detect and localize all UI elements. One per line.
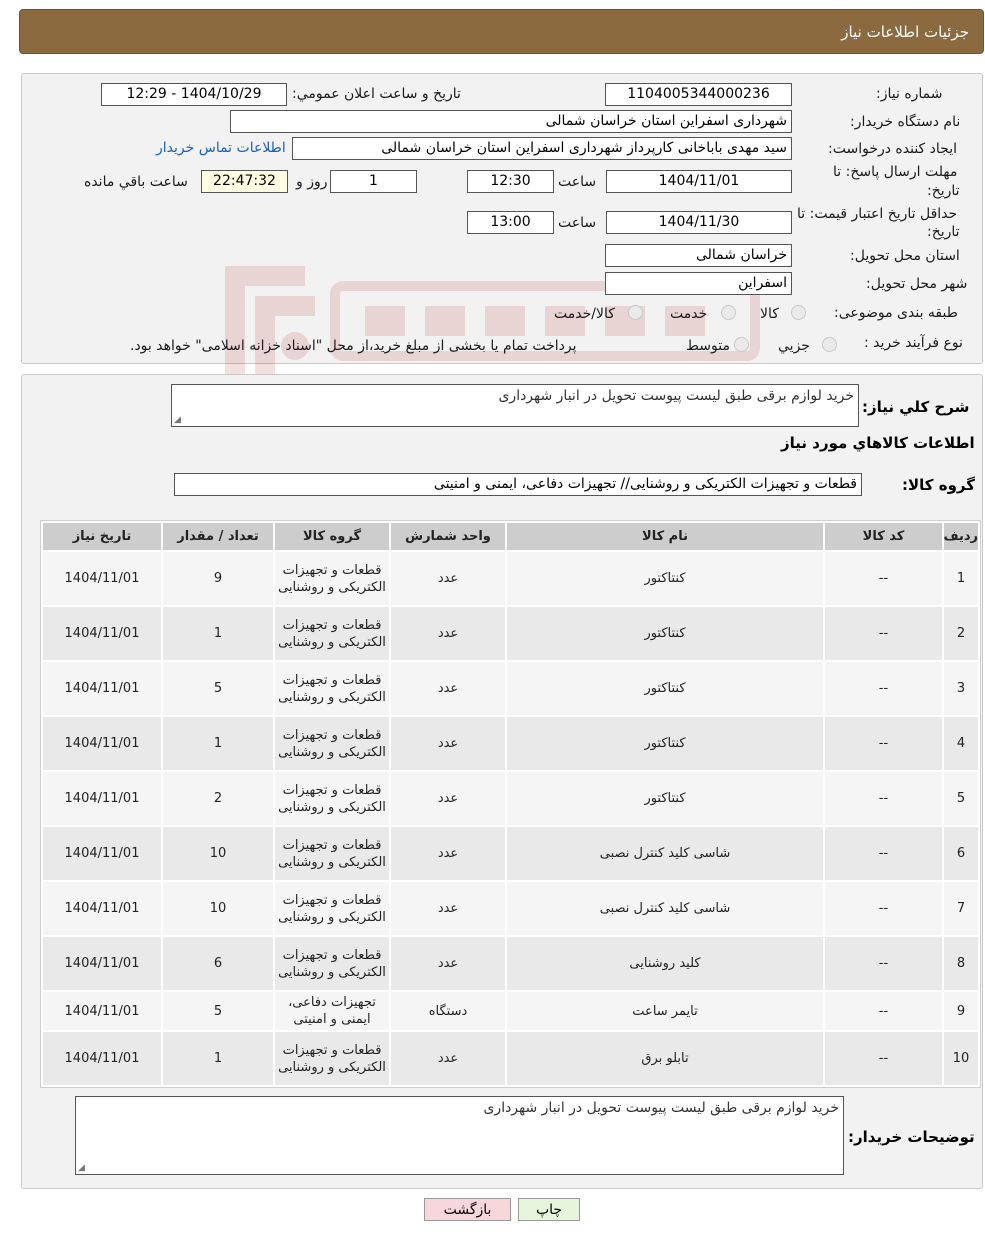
cell-group: قطعات و تجهیزات الکتریکی و روشنایی (275, 882, 389, 935)
cell-unit: دستگاه (391, 992, 505, 1030)
cell-date: 1404/11/01 (43, 772, 161, 825)
cell-name: تایمر ساعت (507, 992, 823, 1030)
cell-unit: عدد (391, 552, 505, 605)
table-row (43, 937, 978, 990)
validity-date-field: 1404/11/30 (606, 211, 792, 234)
requester-label: ایجاد کننده درخواست: (828, 141, 957, 157)
cell-row-number: 7 (944, 882, 978, 935)
cell-code: -- (825, 992, 942, 1030)
cell-group: قطعات و تجهیزات الکتریکی و روشنایی (275, 607, 389, 660)
summary-label: شرح کلي نياز: (862, 398, 970, 416)
cell-unit: عدد (391, 662, 505, 715)
cell-date: 1404/11/01 (43, 662, 161, 715)
table-row (43, 992, 978, 1030)
cell-row-number: 9 (944, 992, 978, 1030)
validity-label: حداقل تاریخ اعتبار قیمت: تا (797, 206, 958, 222)
cell-date: 1404/11/01 (43, 717, 161, 770)
cell-name: کنتاکتور (507, 772, 823, 825)
cell-date: 1404/11/01 (43, 1032, 161, 1085)
buyer-notes-label: توضیحات خریدار: (848, 1128, 975, 1146)
buyer-notes-text: خرید لوازم برقی طبق لیست پیوست تحویل در انبار شهرداری (483, 1100, 839, 1116)
col-header-quantity: تعداد / مقدار (163, 523, 273, 550)
col-header-date: تاریخ نیاز (43, 523, 161, 550)
buyer-notes-textarea (75, 1096, 844, 1175)
cell-row-number: 4 (944, 717, 978, 770)
validity-label-date: تاریخ: (927, 224, 960, 240)
cell-row-number: 2 (944, 607, 978, 660)
cell-name: کنتاکتور (507, 717, 823, 770)
process-option-medium: متوسط (686, 338, 730, 354)
cell-date: 1404/11/01 (43, 937, 161, 990)
cell-name: کنتاکتور (507, 662, 823, 715)
cell-name: تابلو برق (507, 1032, 823, 1085)
requester-field: سید مهدی باباخانی کارپرداز شهرداری اسفراین استان خراسان شمالی (292, 137, 792, 160)
cell-quantity: 2 (163, 772, 273, 825)
deadline-time-label: ساعت (558, 174, 597, 190)
cell-name: شاسی کلید کنترل نصبی (507, 827, 823, 880)
cell-name: کلید روشنایی (507, 937, 823, 990)
summary-textarea (171, 384, 859, 427)
cell-date: 1404/11/01 (43, 607, 161, 660)
cell-unit: عدد (391, 717, 505, 770)
process-payment-note: پرداخت تمام یا بخشی از مبلغ خرید،از محل "اسناد خزانه اسلامی" خواهد بود. (130, 338, 577, 354)
cell-group: تجهیزات دفاعی، ایمنی و امنیتی (275, 992, 389, 1030)
deadline-label: مهلت ارسال پاسخ: تا (833, 164, 958, 180)
cell-unit: عدد (391, 827, 505, 880)
process-type-label: نوع فرآیند خرید : (864, 335, 963, 351)
cell-date: 1404/11/01 (43, 992, 161, 1030)
goods-info-title: اطلاعات کالاهاي مورد نياز (781, 434, 975, 452)
cell-unit: عدد (391, 937, 505, 990)
goods-group-label: گروه کالا: (902, 476, 975, 494)
print-button[interactable]: چاپ (518, 1198, 580, 1221)
page-title: جزئیات اطلاعات نیاز (841, 22, 969, 41)
need-number-label: شماره نیاز: (876, 86, 943, 102)
col-header-unit: واحد شمارش (391, 523, 505, 550)
cell-group: قطعات و تجهیزات الکتریکی و روشنایی (275, 1032, 389, 1085)
buyer-org-label: نام دستگاه خریدار: (850, 114, 961, 130)
city-field: اسفراین (605, 272, 792, 295)
cell-code: -- (825, 772, 942, 825)
cell-group: قطعات و تجهیزات الکتریکی و روشنایی (275, 772, 389, 825)
table-row (43, 717, 978, 770)
remaining-time-field: 22:47:32 (201, 170, 288, 193)
deadline-label-date: تاریخ: (927, 183, 960, 199)
cell-group: قطعات و تجهیزات الکتریکی و روشنایی (275, 827, 389, 880)
cell-code: -- (825, 882, 942, 935)
cell-name: کنتاکتور (507, 607, 823, 660)
buyer-org-field: شهرداری اسفراین استان خراسان شمالی (230, 110, 792, 133)
announce-datetime-field: 1404/10/29 - 12:29 (101, 83, 287, 106)
cell-date: 1404/11/01 (43, 552, 161, 605)
cell-unit: عدد (391, 882, 505, 935)
cell-quantity: 5 (163, 662, 273, 715)
category-radio-goods[interactable] (791, 305, 806, 320)
cell-unit: عدد (391, 607, 505, 660)
cell-code: -- (825, 1032, 942, 1085)
validity-time-label: ساعت (558, 215, 597, 231)
category-radio-goods-service[interactable] (628, 305, 643, 320)
cell-code: -- (825, 607, 942, 660)
deadline-time-field: 12:30 (467, 170, 554, 193)
cell-code: -- (825, 827, 942, 880)
cell-group: قطعات و تجهیزات الکتریکی و روشنایی (275, 717, 389, 770)
cell-row-number: 1 (944, 552, 978, 605)
cell-row-number: 5 (944, 772, 978, 825)
resize-grip-icon[interactable]: ◢ (174, 415, 181, 425)
cell-row-number: 10 (944, 1032, 978, 1085)
cell-unit: عدد (391, 772, 505, 825)
table-row (43, 607, 978, 660)
table-row (43, 772, 978, 825)
city-label: شهر محل تحویل: (866, 276, 968, 292)
buyer-contact-link[interactable]: اطلاعات تماس خریدار (156, 140, 286, 156)
cell-date: 1404/11/01 (43, 882, 161, 935)
col-header-row-number: ردیف (944, 523, 978, 550)
cell-quantity: 10 (163, 827, 273, 880)
cell-quantity: 9 (163, 552, 273, 605)
cell-quantity: 10 (163, 882, 273, 935)
cell-row-number: 6 (944, 827, 978, 880)
deadline-date-field: 1404/11/01 (606, 170, 792, 193)
back-button[interactable]: بازگشت (424, 1198, 511, 1221)
cell-unit: عدد (391, 1032, 505, 1085)
goods-table (40, 520, 981, 1088)
table-row (43, 662, 978, 715)
category-option-goods: کالا (760, 306, 779, 322)
resize-grip-icon[interactable]: ◢ (78, 1163, 85, 1173)
cell-code: -- (825, 552, 942, 605)
category-option-goods-service: کالا/خدمت (554, 306, 615, 322)
col-header-code: کد کالا (825, 523, 942, 550)
cell-group: قطعات و تجهیزات الکتریکی و روشنایی (275, 552, 389, 605)
cell-quantity: 1 (163, 1032, 273, 1085)
goods-group-field: قطعات و تجهیزات الکتریکی و روشنایی// تجهیزات دفاعی، ایمنی و امنیتی (174, 473, 862, 496)
cell-name: کنتاکتور (507, 552, 823, 605)
cell-quantity: 1 (163, 607, 273, 660)
province-label: استان محل تحویل: (850, 248, 960, 264)
process-radio-minor[interactable] (822, 337, 837, 352)
table-row (43, 1032, 978, 1085)
page-header (19, 9, 984, 54)
table-row (43, 552, 978, 605)
col-header-group: گروه کالا (275, 523, 389, 550)
cell-code: -- (825, 717, 942, 770)
days-label: روز و (296, 174, 328, 190)
days-remaining-field: 1 (330, 170, 417, 193)
table-row (43, 827, 978, 880)
cell-quantity: 1 (163, 717, 273, 770)
col-header-name: نام کالا (507, 523, 823, 550)
cell-quantity: 5 (163, 992, 273, 1030)
validity-time-field: 13:00 (467, 211, 554, 234)
province-field: خراسان شمالی (605, 244, 792, 267)
need-number-field: 1104005344000236 (605, 83, 792, 106)
cell-row-number: 3 (944, 662, 978, 715)
cell-code: -- (825, 937, 942, 990)
table-header-row (43, 523, 978, 550)
summary-text: خرید لوازم برقی طبق لیست پیوست تحویل در انبار شهرداری (498, 388, 854, 404)
cell-row-number: 8 (944, 937, 978, 990)
cell-group: قطعات و تجهیزات الکتریکی و روشنایی (275, 662, 389, 715)
process-radio-medium[interactable] (734, 337, 749, 352)
announce-datetime-label: تاریخ و ساعت اعلان عمومي: (292, 86, 461, 102)
cell-date: 1404/11/01 (43, 827, 161, 880)
remaining-time-label: ساعت باقي مانده (84, 174, 188, 190)
table-row (43, 882, 978, 935)
process-option-minor: جزیي (778, 338, 810, 354)
category-label: طبقه بندی موضوعی: (834, 305, 958, 321)
cell-code: -- (825, 662, 942, 715)
cell-group: قطعات و تجهیزات الکتریکی و روشنایی (275, 937, 389, 990)
cell-quantity: 6 (163, 937, 273, 990)
cell-name: شاسی کلید کنترل نصبی (507, 882, 823, 935)
category-radio-service[interactable] (721, 305, 736, 320)
category-option-service: خدمت (670, 306, 708, 322)
